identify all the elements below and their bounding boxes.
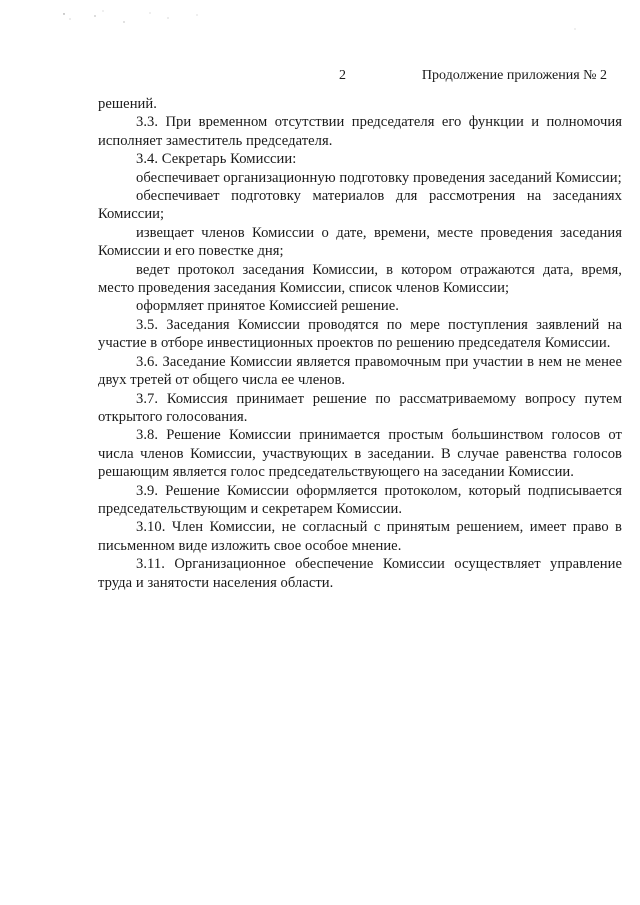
paragraph-3-8: 3.8. Решение Комиссии принимается простым большинством голосов от числа членов Комиссии, участвующих в заседании. В случае равенства голосов решающим является голос председательствующего на заседании Комиссии. (98, 427, 622, 481)
appendix-label: Продолжение приложения № 2 (421, 68, 607, 83)
paragraph-3-11: 3.11. Организационное обеспечение Комиссии осуществляет управление труда и занятости населения области. (98, 556, 622, 591)
page-header (0, 68, 640, 86)
scan-noise (0, 0, 640, 40)
paragraph-3-7: 3.7. Комиссия принимает решение по рассматриваемому вопросу путем открытого голосования. (98, 390, 622, 425)
paragraph-secretary-duty-2: обеспечивает подготовку материалов для рассмотрения на заседаниях Комиссии; (98, 188, 622, 223)
paragraph-secretary-duty-3: извещает членов Комиссии о дате, времени, месте проведения заседания Комиссии и его повестке дня; (98, 224, 622, 260)
paragraph-3-3: 3.3. При временном отсутствии председателя его функции и полномочия исполняет заместитель председателя. (98, 114, 622, 149)
paragraph-3-9: 3.9. Решение Комиссии оформляется протоколом, который подписывается председательствующим и секретарем Комиссии. (98, 482, 622, 517)
paragraph-secretary-duty-4: ведет протокол заседания Комиссии, в котором отражаются дата, время, место проведения заседания Комиссии, список членов Комиссии; (98, 261, 622, 297)
document-body (98, 95, 622, 592)
paragraph-secretary-duty-1: обеспечивает организационную подготовку проведения заседаний Комиссии; (136, 169, 622, 186)
paragraph-3-4: 3.4. Секретарь Комиссии: (136, 151, 297, 168)
paragraph-3-10: 3.10. Член Комиссии, не согласный с принятым решением, имеет право в письменном виде изложить свое особое мнение. (98, 519, 622, 554)
paragraph-continuation: решений. (98, 96, 157, 112)
paragraph-3-6: 3.6. Заседание Комиссии является правомочным при участии в нем не менее двух третей от общего числа ее членов. (98, 353, 622, 389)
paragraph-secretary-duty-5: оформляет принятое Комиссией решение. (136, 298, 399, 315)
paragraph-3-5: 3.5. Заседания Комиссии проводятся по мере поступления заявлений на участие в отборе инвестиционных проектов по решению председателя Комиссии. (98, 316, 622, 352)
page-number: 2 (339, 68, 346, 83)
